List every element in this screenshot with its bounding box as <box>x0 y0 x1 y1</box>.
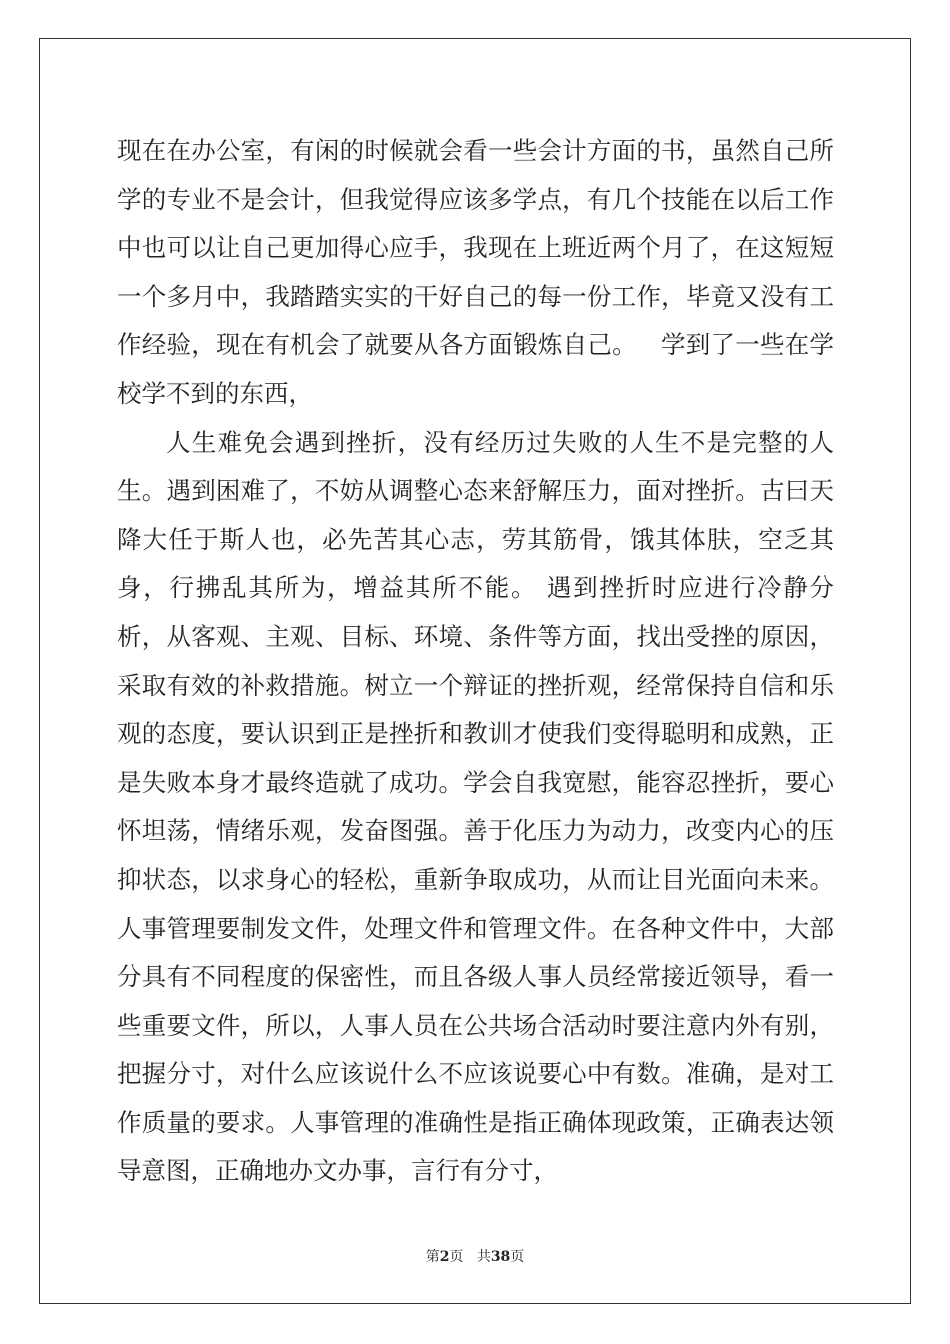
total-prefix: 共 <box>476 1249 491 1265</box>
page-suffix: 页 <box>449 1249 464 1265</box>
page-footer <box>0 1246 950 1266</box>
paragraph-1: 现在在办公室，有闲的时候就会看一些会计方面的书，虽然自己所学的专业不是会计，但我觉得应该多学点，有几个技能在以后工作中也可以让自己更加得心应手，我现在上班近两个月了，在这短短一个多月中，我踏踏实实的干好自己的每一份工作，毕竟又没有工作经验，现在有机会了就要从各方面锻炼自己。 学到了一些在学校学不到的东西， <box>117 136 834 408</box>
paragraph-2: 人生难免会遇到挫折，没有经历过失败的人生不是完整的人生。遇到困难了，不妨从调整心态来舒解压力，面对挫折。古曰天降大任于斯人也，必先苦其心志，劳其筋骨，饿其体肤，空乏其身，行拂乱其所为，增益其所不能。 遇到挫折时应进行冷静分析，从客观、主观、目标、环境、条件等方面，找出受挫的原因，采取有效的补救措施。树立一个辩证的挫折观，经常保持自信和乐观的态度，要认识到正是挫折和教训才使我们变得聪明和成熟，正是失败本身才最终造就了成功。学会自我宽慰，能容忍挫折，要心怀坦荡，情绪乐观，发奋图强。善于化压力为动力，改变内心的压抑状态，以求身心的轻松，重新争取成功，从而让目光面向未来。人事管理要制发文件，处理文件和管理文件。在各种文件中，大部分具有不同程度的保密性，而且各级人事人员经常接近领导，看一些重要文件，所以，人事人员在公共场合活动时要注意内外有别，把握分寸，对什么应该说什么不应该说要心中有数。准确，是对工作质量的要求。人事管理的准确性是指正确体现政策，正确表达领导意图，正确地办文办事，言行有分寸， <box>117 427 834 1186</box>
page-prefix: 第 <box>425 1249 440 1265</box>
total-pages-number: 38 <box>490 1249 511 1265</box>
total-suffix: 页 <box>510 1249 525 1265</box>
document-body <box>117 127 834 1196</box>
current-page-number: 2 <box>439 1249 450 1265</box>
